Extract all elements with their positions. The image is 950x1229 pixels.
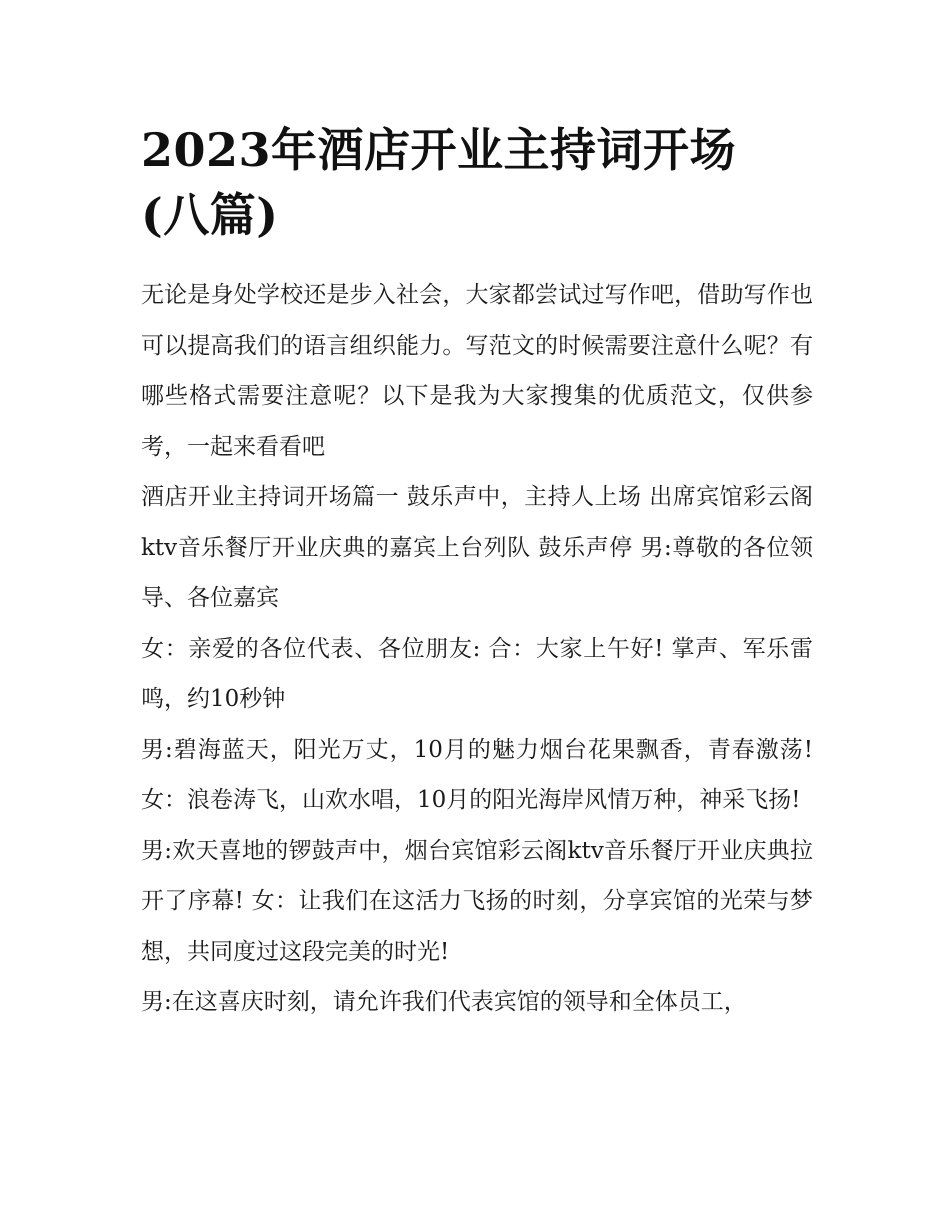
document-title <box>141 118 813 248</box>
body-paragraph: 男:欢天喜地的锣鼓声中，烟台宾馆彩云阁ktv音乐餐厅开业庆典拉开了序幕! 女：让我们在这活力飞扬的时刻，分享宾馆的光荣与梦想，共同度过这段完美的时光! <box>141 837 813 965</box>
document-body <box>141 270 813 1028</box>
body-paragraph: 男:碧海蓝天，阳光万丈，10月的魅力烟台花果飘香，青春激荡!女：浪卷涛飞，山欢水唱，10月的阳光海岸风情万种，神采飞扬! <box>141 736 813 813</box>
body-paragraph: 男:在这喜庆时刻，请允许我们代表宾馆的领导和全体员工， <box>141 989 747 1015</box>
document-content <box>141 118 813 1028</box>
body-paragraph: 女：亲爱的各位代表、各位朋友: 合：大家上午好! 掌声、军乐雷鸣，约10秒钟 <box>141 635 813 712</box>
body-paragraph: 酒店开业主持词开场篇一 鼓乐声中，主持人上场 出席宾馆彩云阁ktv音乐餐厅开业庆典的嘉宾上台列队 鼓乐声停 男:尊敬的各位领导、各位嘉宾 <box>141 484 813 611</box>
document-title-line-1: 2023年酒店开业主持词开场 <box>141 123 737 177</box>
intro-paragraph: 无论是身处学校还是步入社会，大家都尝试过写作吧，借助写作也可以提高我们的语言组织能力。写范文的时候需要注意什么呢？有哪些格式需要注意呢？以下是我为大家搜集的优质范文，仅供参考，一起来看看吧 <box>141 282 813 460</box>
document-title-line-2: (八篇) <box>141 188 279 242</box>
